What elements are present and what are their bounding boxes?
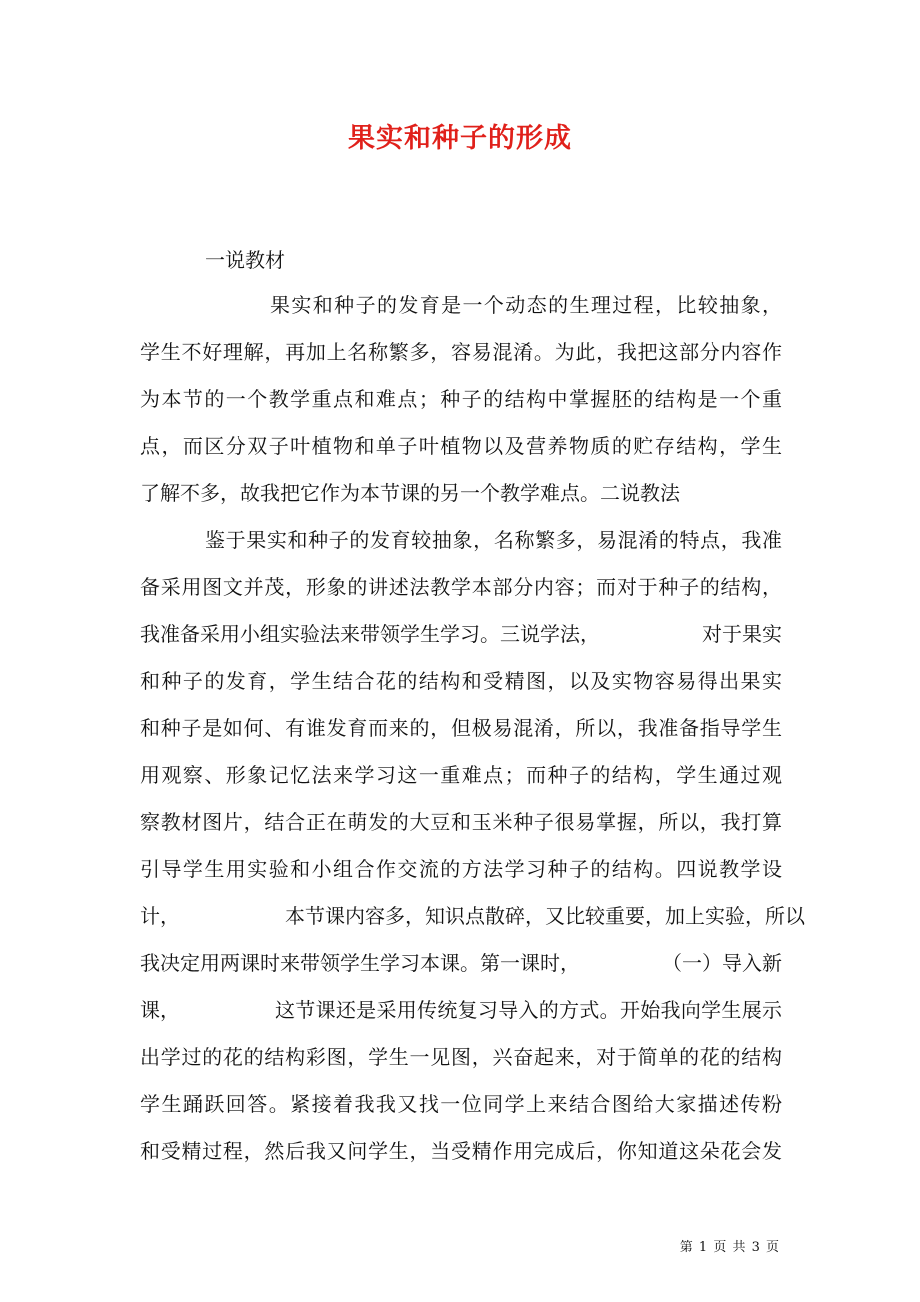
- page-number: 第 1 页 共 3 页: [679, 1240, 780, 1255]
- text-line: [140, 564, 782, 611]
- line-text: 了解不多，故我把它作为本节课的另一个教学难点。二说教法: [140, 481, 680, 505]
- line-text: 出学过的花的结构彩图，学生一见图，兴奋起来，对于简单的花的结构: [140, 1045, 782, 1069]
- text-line: [140, 329, 782, 376]
- text-line: [140, 376, 782, 423]
- text-line: [140, 987, 782, 1034]
- line-text: 和种子的发育，学生结合花的结构和受精图，以及实物容易得出果实: [140, 669, 782, 693]
- line-text: 引导学生用实验和小组合作交流的方法学习种子的结构。四说教学设: [140, 857, 782, 881]
- document-body: [140, 282, 805, 1175]
- text-line: [140, 517, 782, 564]
- text-line: [140, 423, 782, 470]
- document-title: 果实和种子的形成: [348, 123, 572, 154]
- text-line: [140, 658, 782, 705]
- line-text: （一）导入新: [662, 951, 782, 975]
- line-text: 学生踊跃回答。紧接着我我又找一位同学上来结合图给大家描述传粉: [140, 1092, 782, 1116]
- line-text: 用观察、形象记忆法来学习这一重难点；而种子的结构，学生通过观: [140, 763, 782, 787]
- line-text: 鉴于果实和种子的发育较抽象，名称繁多，易混淆的特点，我准: [205, 528, 782, 552]
- section-heading: 一说教材: [205, 248, 285, 272]
- text-line: [140, 1034, 782, 1081]
- text-line: [140, 470, 782, 517]
- line-text: 这节课还是采用传统复习导入的方式。开始我向学生展示: [275, 998, 782, 1022]
- line-text: 学生不好理解，再加上名称繁多，容易混淆。为此，我把这部分内容作: [140, 340, 782, 364]
- line-text: 本节课内容多，知识点散碎，又比较重要，加上实验，所以: [285, 904, 805, 928]
- text-line: [140, 940, 782, 987]
- line-text: 对于果实: [702, 622, 782, 646]
- line-text: 备采用图文并茂，形象的讲述法教学本部分内容；而对于种子的结构，: [140, 575, 782, 599]
- text-line: [140, 799, 782, 846]
- line-text: 为本节的一个教学重点和难点；种子的结构中掌握胚的结构是一个重: [140, 387, 782, 411]
- line-text: 我准备采用小组实验法来带领学生学习。三说学法，: [140, 622, 600, 646]
- line-text: 察教材图片，结合正在萌发的大豆和玉米种子很易掌握，所以，我打算: [140, 810, 782, 834]
- text-line: [140, 846, 782, 893]
- line-text: 我决定用两课时来带领学生学习本课。第一课时，: [140, 951, 580, 975]
- line-text: 和受精过程，然后我又问学生，当受精作用完成后，你知道这朵花会发: [140, 1139, 782, 1163]
- line-text: 和种子是如何、有谁发育而来的，但极易混淆，所以，我准备指导学生: [140, 716, 782, 740]
- text-line: [140, 752, 782, 799]
- line-text: 点，而区分双子叶植物和单子叶植物以及营养物质的贮存结构，学生: [140, 434, 782, 458]
- text-line: [140, 893, 805, 940]
- text-line: [140, 282, 782, 329]
- line-text: 果实和种子的发育是一个动态的生理过程，比较抽象，: [270, 293, 782, 317]
- line-text: 计，: [140, 904, 180, 928]
- text-line: [140, 1081, 782, 1128]
- text-line: [140, 611, 782, 658]
- line-text: 课，: [140, 998, 180, 1022]
- text-line: [140, 705, 782, 752]
- text-line: [140, 1128, 782, 1175]
